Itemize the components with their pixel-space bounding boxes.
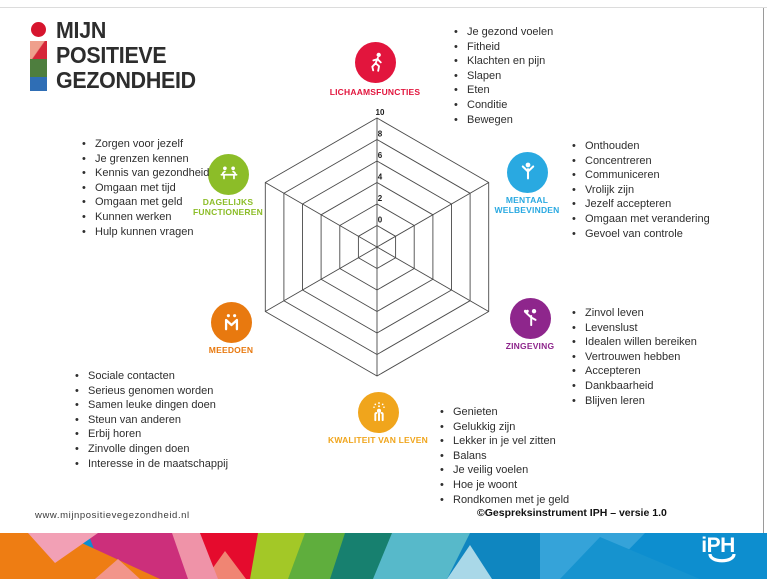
list-item: • Steun van anderen — [73, 413, 228, 428]
list-item: • Slapen — [452, 69, 553, 84]
domain-label-meedoen: MEEDOEN — [208, 345, 254, 355]
page-right-border — [763, 8, 764, 533]
list-item: • Gelukkig zijn — [438, 420, 569, 435]
list-item: • Zorgen voor jezelf — [80, 137, 209, 152]
domain-label-zingeving: ZINGEVING — [505, 341, 555, 351]
list-item: • Bewegen — [452, 113, 553, 128]
list-item: • Rondkomen met je geld — [438, 493, 569, 508]
list-zingeving — [570, 306, 697, 408]
list-item: • Je gezond voelen — [452, 25, 553, 40]
list-item: • Omgaan met geld — [80, 195, 209, 210]
list-item: • Balans — [438, 449, 569, 464]
domain-label-lichaamsfuncties: LICHAAMSFUNCTIES — [329, 87, 421, 97]
logo-line: POSITIEVE — [56, 42, 167, 68]
list-item: • Kunnen werken — [80, 210, 209, 225]
list-item: • Jezelf accepteren — [570, 197, 710, 212]
svg-text:10: 10 — [375, 108, 385, 117]
list-item: • Sociale contacten — [73, 369, 228, 384]
logo-line: MIJN — [56, 17, 107, 43]
list-kwaliteit-van-leven — [438, 405, 569, 507]
list-item: • Onthouden — [570, 139, 710, 154]
list-item: • Idealen willen bereiken — [570, 335, 697, 350]
domain-icon-lichaamsfuncties — [355, 42, 396, 83]
two-people-m-icon — [219, 310, 244, 335]
svg-text:4: 4 — [377, 172, 383, 182]
domain-icon-zingeving — [510, 298, 551, 339]
running-person-icon — [363, 50, 389, 76]
brand-logo-text — [56, 18, 196, 93]
domain-label-mentaal-welbevinden: MENTAAL WELBEVINDEN — [494, 195, 560, 215]
list-item: • Conditie — [452, 98, 553, 113]
person-with-heart-icon — [518, 306, 544, 332]
list-item: • Gevoel van controle — [570, 227, 710, 242]
page-top-border — [0, 7, 767, 8]
list-item: • Levenslust — [570, 321, 697, 336]
list-item: • Genieten — [438, 405, 569, 420]
domain-icon-meedoen — [211, 302, 252, 343]
list-item: • Communiceren — [570, 168, 710, 183]
list-item: • Erbij horen — [73, 427, 228, 442]
svg-text:8: 8 — [377, 129, 383, 139]
domain-label-dagelijks-functioneren: DAGELIJKS FUNCTIONEREN — [193, 197, 263, 217]
list-item: • Concentreren — [570, 154, 710, 169]
list-item: • Zinvol leven — [570, 306, 697, 321]
list-item: • Vrolijk zijn — [570, 183, 710, 198]
list-item: • Samen leuke dingen doen — [73, 398, 228, 413]
footer-color-band — [0, 533, 767, 579]
list-item: • Hoe je woont — [438, 478, 569, 493]
iph-logo — [699, 536, 737, 565]
list-item: • Omgaan met tijd — [80, 181, 209, 196]
list-item: • Blijven leren — [570, 394, 697, 409]
domain-icon-kwaliteit-van-leven — [358, 392, 399, 433]
brand-logo-i-icon — [30, 22, 47, 93]
list-item: • Je veilig voelen — [438, 463, 569, 478]
list-item: • Lekker in je vel zitten — [438, 434, 569, 449]
list-dagelijks-functioneren — [80, 137, 209, 239]
list-item: • Dankbaarheid — [570, 379, 697, 394]
domain-label-kwaliteit-van-leven: KWALITEIT VAN LEVEN — [328, 435, 428, 445]
list-item: • Zinvolle dingen doen — [73, 442, 228, 457]
person-arms-raised-icon — [515, 160, 541, 186]
list-item: • Eten — [452, 83, 553, 98]
list-item: • Hulp kunnen vragen — [80, 225, 209, 240]
logo-line: GEZONDHEID — [56, 67, 196, 93]
list-item: • Kennis van gezondheid — [80, 166, 209, 181]
domain-icon-mentaal-welbevinden — [507, 152, 548, 193]
list-item: • Accepteren — [570, 364, 697, 379]
list-item: • Fitheid — [452, 40, 553, 55]
list-item: • Vertrouwen hebben — [570, 350, 697, 365]
person-sunshine-icon — [366, 400, 392, 426]
list-meedoen — [73, 369, 228, 471]
people-at-table-icon — [216, 162, 242, 188]
website-url: www.mijnpositievegezondheid.nl — [35, 510, 190, 521]
list-lichaamsfuncties — [452, 25, 553, 127]
svg-text:6: 6 — [377, 151, 383, 160]
iph-logo-text: iPH — [701, 534, 735, 557]
svg-text:2: 2 — [377, 194, 383, 203]
list-item: • Interesse in de maatschappij — [73, 457, 228, 472]
list-item: • Serieus genomen worden — [73, 384, 228, 399]
list-item: • Omgaan met verandering — [570, 212, 710, 227]
list-mentaal-welbevinden — [570, 139, 710, 241]
domain-icon-dagelijks-functioneren — [208, 154, 249, 195]
list-item: • Klachten en pijn — [452, 54, 553, 69]
brand-logo — [30, 18, 206, 93]
list-item: • Je grenzen kennen — [80, 152, 209, 167]
footer-credit: ©Gespreksinstrument IPH – versie 1.0 — [477, 507, 667, 519]
svg-text:0: 0 — [377, 215, 383, 225]
